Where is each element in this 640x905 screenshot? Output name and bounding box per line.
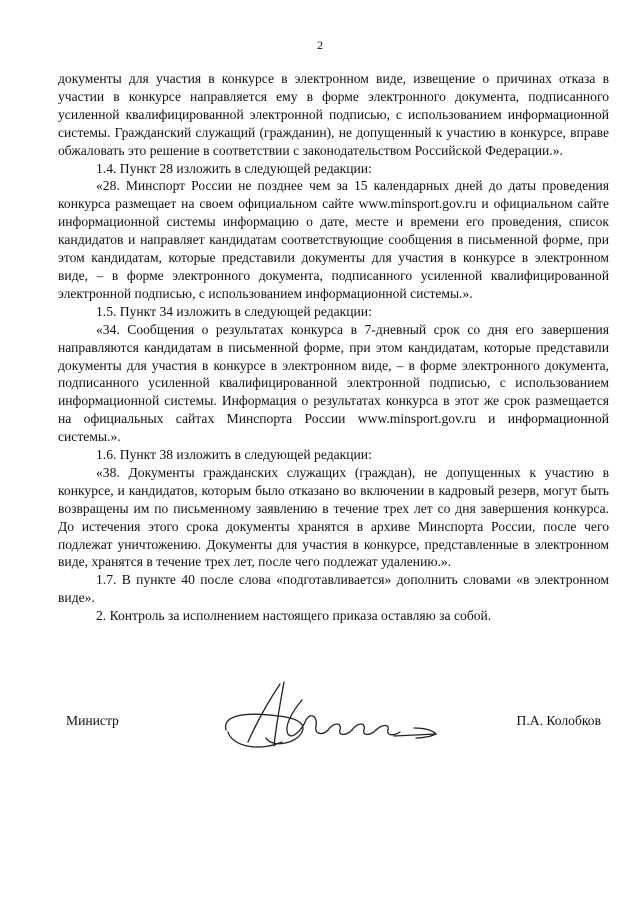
document-body	[58, 70, 609, 625]
paragraph: 2. Контроль за исполнением настоящего приказа оставляю за собой.	[96, 608, 492, 624]
paragraph: 1.5. Пункт 34 изложить в следующей редакции:	[96, 303, 372, 319]
paragraph: документы для участия в конкурсе в электронном виде, извещение о причинах отказа в участии в конкурсе направляется ему в форме электронного документа, подписанного усиленной квалифицированной электронной подписью, с использованием информационной системы. Гражданский служащий (гражданин), не допущенный к участию в конкурсе, вправе обжаловать это решение в соответствии с законодательством Российской Федерации.».	[58, 71, 609, 158]
signature-block	[58, 700, 609, 760]
paragraph: 1.4. Пункт 28 изложить в следующей редакции:	[96, 160, 372, 176]
signer-position: Министр	[66, 713, 119, 728]
paragraph: «34. Сообщения о результатах конкурса в 7-дневный срок со дня его завершения направляются кандидатам в письменной форме, при этом кандидатам, которые представили документы для участия в конкурсе в электронном виде, – в форме электронного документа, подписанного усиленной квалифицированной электронной подписью, с использованием информационной системы. Информация о результатах конкурса в этот же срок размещается на официальных сайтах Минспорта России www.minsport.gov.ru и информационной системы.».	[58, 321, 609, 445]
signer-name: П.А. Колобков	[516, 713, 601, 728]
handwritten-signature	[218, 672, 448, 762]
page-number: 2	[317, 38, 323, 52]
paragraph: «28. Минспорт России не позднее чем за 15 календарных дней до даты проведения конкурса размещает на своем официальном сайте www.minsport.gov.ru и официальном сайте информационной системы информацию о дате, месте и времени его проведения, список кандидатов и направляет кандидатам соответствующие сообщения в письменной форме, при этом кандидатам, которые представили документы для участия в конкурсе в электронном виде, – в форме электронного документа, подписанного усиленной квалифицированной электронной подписью, с использованием информационной системы.».	[58, 178, 609, 301]
paragraph: «38. Документы гражданских служащих (граждан), не допущенных к участию в конкурсе, и кандидатов, которым было отказано во включении в кадровый резерв, могут быть возвращены им по письменному заявлению в течение трех лет со дня завершения конкурса. До истечения этого срока документы хранятся в архиве Минспорта России, после чего подлежат уничтожению. Документы для участия в конкурсе, представленные в электронном виде, хранятся в течение трех лет, после чего подлежат удалению.».	[58, 464, 609, 570]
paragraph: 1.6. Пункт 38 изложить в следующей редакции:	[96, 447, 372, 463]
paragraph: 1.7. В пункте 40 после слова «подготавливается» дополнить словами «в электронном виде».	[58, 572, 609, 606]
